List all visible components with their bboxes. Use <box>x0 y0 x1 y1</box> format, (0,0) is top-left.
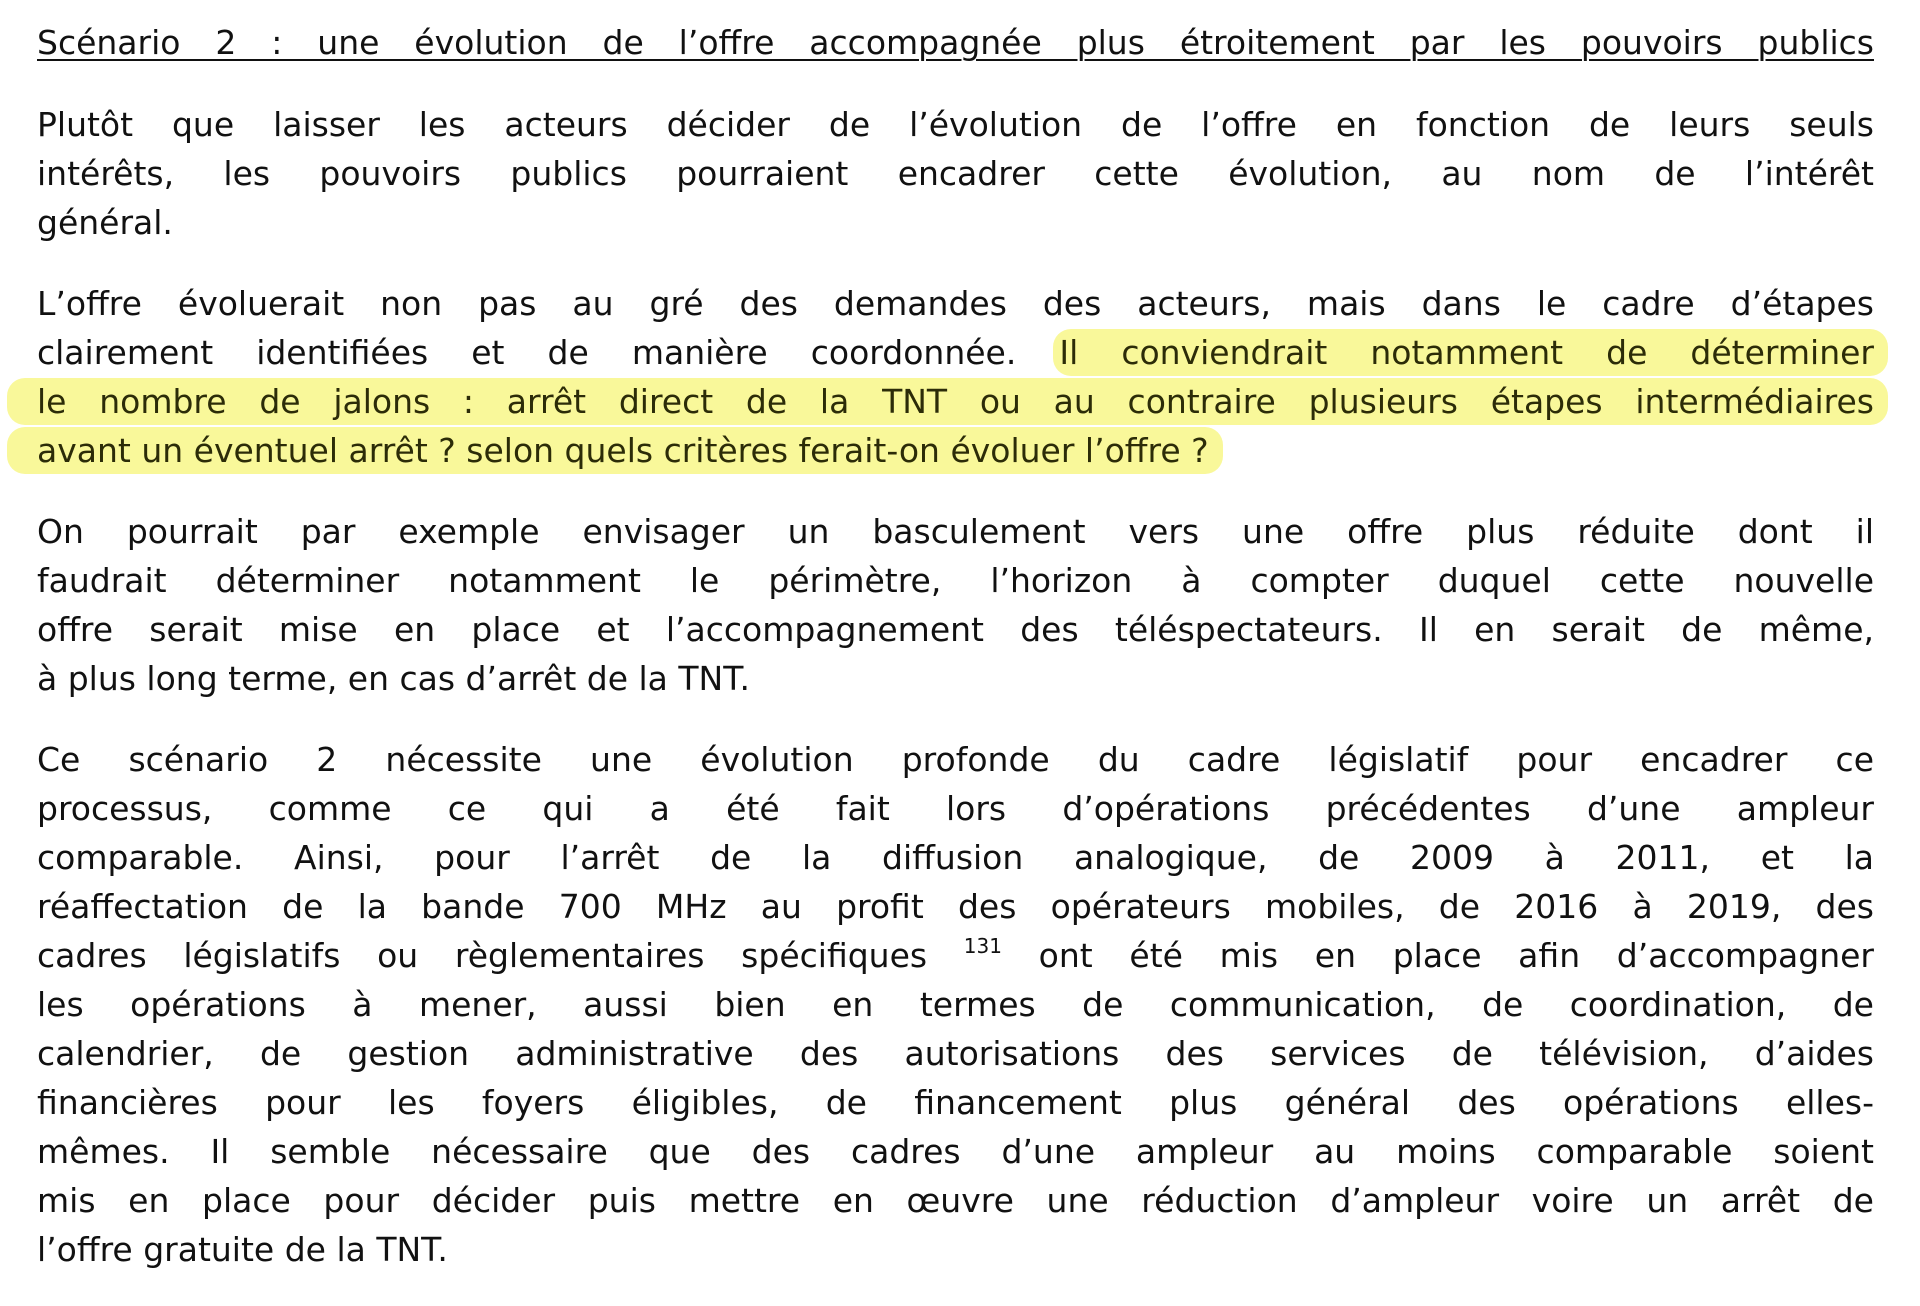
text-line: l’offre gratuite de la TNT. <box>37 1230 448 1269</box>
paragraph-1 <box>37 100 1874 247</box>
text-line: intérêts, les pouvoirs publics pourraient encadrer cette évolution, au nom de l’intérêt <box>37 154 1874 193</box>
text-line: Plutôt que laisser les acteurs décider de l’évolution de l’offre en fonction de leurs seuls <box>37 105 1874 144</box>
text-line: offre serait mise en place et l’accompagnement des téléspectateurs. Il en serait de même, <box>37 610 1874 649</box>
footnote-reference[interactable]: 131 <box>963 934 1002 958</box>
text-line: à plus long terme, en cas d’arrêt de la TNT. <box>37 659 750 698</box>
text-line <box>37 426 1874 475</box>
text-line: processus, comme ce qui a été fait lors d’opérations précédentes d’une ampleur <box>37 789 1874 828</box>
text-line: On pourrait par exemple envisager un basculement vers une offre plus réduite dont il <box>37 512 1874 551</box>
text-line <box>37 931 1874 980</box>
section-title: Scénario 2 : une évolution de l’offre accompagnée plus étroitement par les pouvoirs publics <box>37 23 1874 62</box>
text-segment: clairement identifiées et de manière coordonnée. <box>37 333 1017 372</box>
document-page <box>37 18 1874 1306</box>
text-line: financières pour les foyers éligibles, de financement plus général des opérations elles- <box>37 1083 1874 1122</box>
text-line <box>37 328 1874 377</box>
text-line: général. <box>37 203 173 242</box>
text-line: comparable. Ainsi, pour l’arrêt de la diffusion analogique, de 2009 à 2011, et la <box>37 838 1874 877</box>
text-line: Ce scénario 2 nécessite une évolution profonde du cadre législatif pour encadrer ce <box>37 740 1874 779</box>
text-line: mêmes. Il semble nécessaire que des cadres d’une ampleur au moins comparable soient <box>37 1132 1874 1171</box>
text-line <box>37 377 1874 426</box>
text-line: réaffectation de la bande 700 MHz au profit des opérateurs mobiles, de 2016 à 2019, des <box>37 887 1874 926</box>
paragraph-4 <box>37 735 1874 1274</box>
highlighted-text: Il conviendrait notamment de déterminer <box>1053 329 1888 376</box>
text-segment: ont été mis en place afin d’accompagner <box>1038 936 1874 975</box>
text-line: mis en place pour décider puis mettre en œuvre une réduction d’ampleur voire un arrêt de <box>37 1181 1874 1220</box>
highlighted-text: le nombre de jalons : arrêt direct de la TNT ou au contraire plusieurs étapes intermédiaires <box>7 378 1888 425</box>
paragraph-3 <box>37 507 1874 703</box>
text-line: les opérations à mener, aussi bien en termes de communication, de coordination, de <box>37 985 1874 1024</box>
paragraph-2 <box>37 279 1874 475</box>
text-segment: cadres législatifs ou règlementaires spécifiques <box>37 936 928 975</box>
text-line: calendrier, de gestion administrative des autorisations des services de télévision, d’aides <box>37 1034 1874 1073</box>
text-line: L’offre évoluerait non pas au gré des demandes des acteurs, mais dans le cadre d’étapes <box>37 284 1874 323</box>
text-line: faudrait déterminer notamment le périmètre, l’horizon à compter duquel cette nouvelle <box>37 561 1874 600</box>
highlighted-text: avant un éventuel arrêt ? selon quels critères ferait-on évoluer l’offre ? <box>7 427 1223 474</box>
